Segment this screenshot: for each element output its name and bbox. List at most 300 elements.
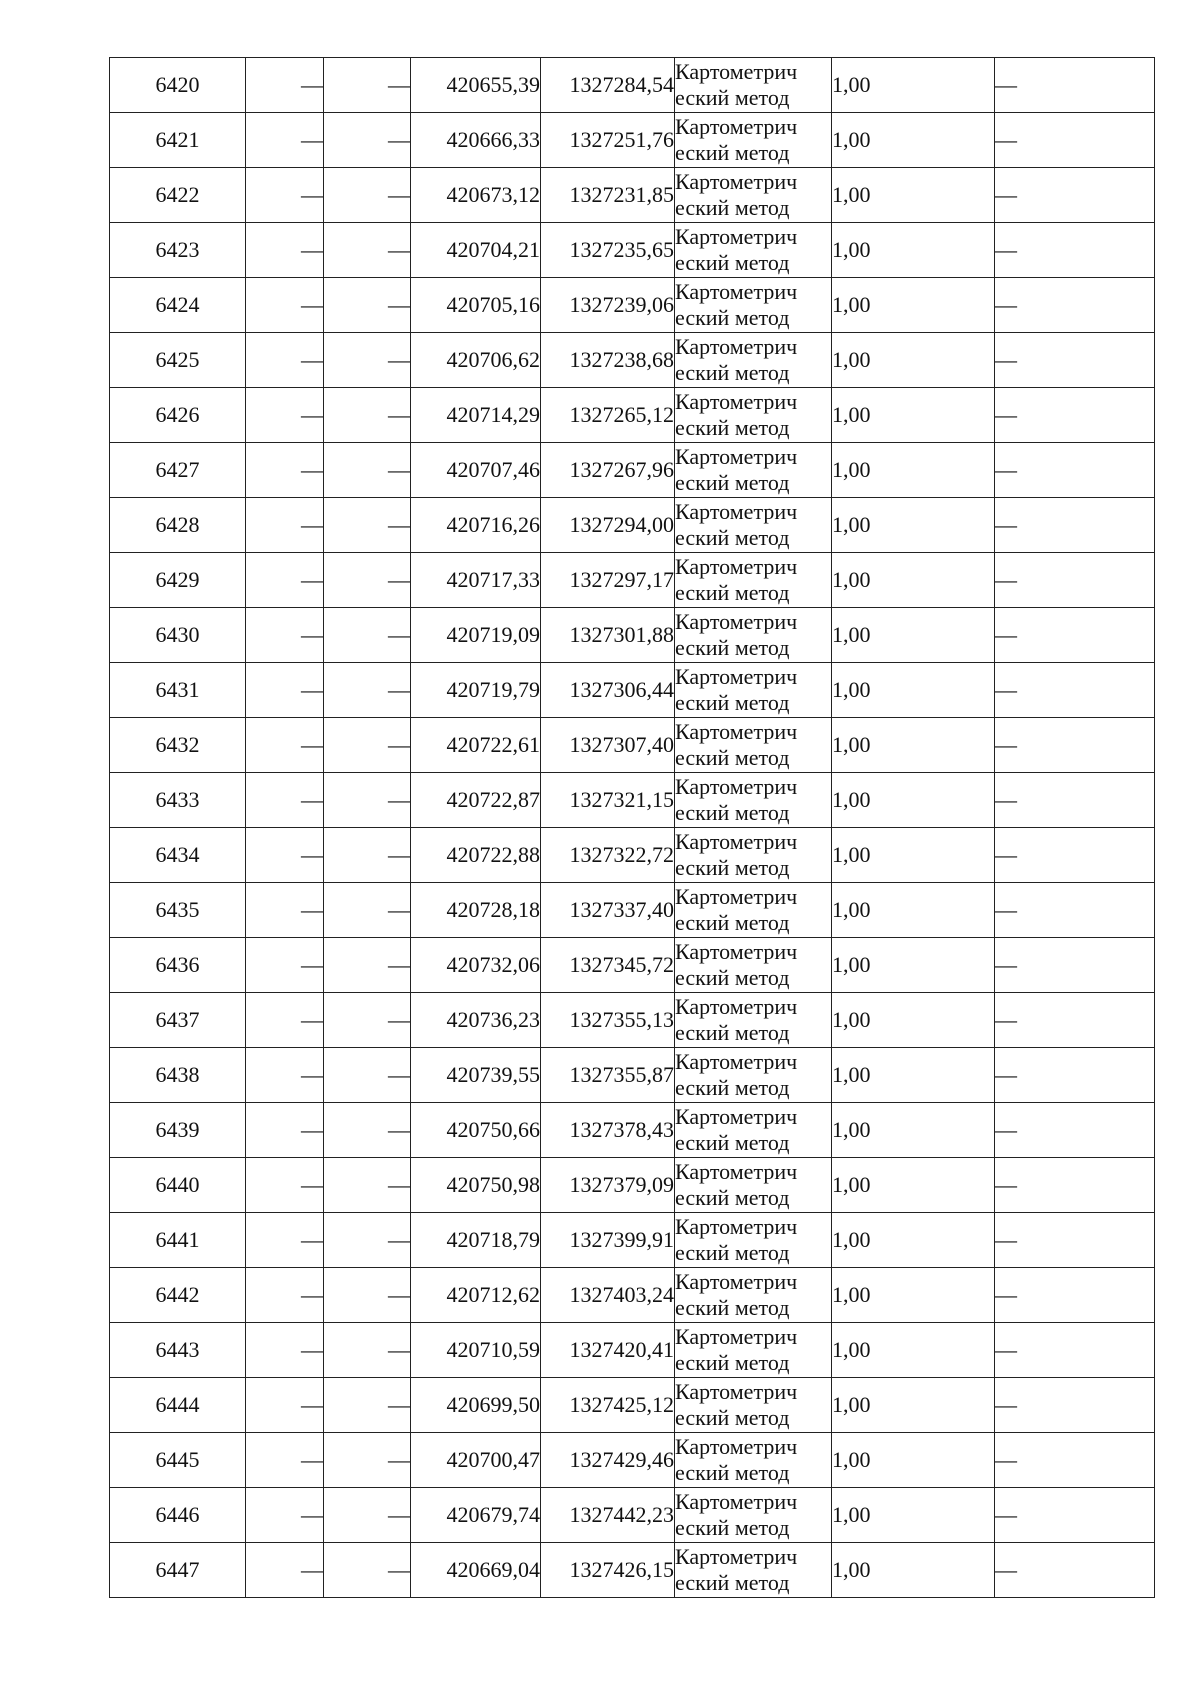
point-number: 6442 [110,1268,246,1323]
method-line-2: еский метод [675,745,790,770]
coordinate-y: 1327235,65 [541,223,675,278]
coordinate-y: 1327429,46 [541,1433,675,1488]
table-row [110,828,1155,883]
table-row [110,1158,1155,1213]
accuracy-value: 1,00 [832,58,995,113]
empty-value-dash: — [246,223,324,278]
empty-value-dash: — [246,663,324,718]
coordinate-x: 420673,12 [411,168,541,223]
method-line-1: Картометрич [675,59,798,84]
method-line-1: Картометрич [675,994,798,1019]
empty-value-dash: — [246,498,324,553]
determination-method [675,58,832,113]
empty-value-dash: — [995,113,1155,168]
empty-value-dash: — [246,1488,324,1543]
determination-method [675,1433,832,1488]
coordinate-x: 420716,26 [411,498,541,553]
coordinate-x: 420707,46 [411,443,541,498]
coordinate-x: 420712,62 [411,1268,541,1323]
coordinate-x: 420750,66 [411,1103,541,1158]
method-line-2: еский метод [675,470,790,495]
accuracy-value: 1,00 [832,718,995,773]
coordinate-x: 420719,09 [411,608,541,663]
table-row [110,1488,1155,1543]
accuracy-value: 1,00 [832,1103,995,1158]
point-number: 6422 [110,168,246,223]
determination-method [675,113,832,168]
table-row [110,168,1155,223]
table-row [110,608,1155,663]
method-line-1: Картометрич [675,1489,798,1514]
determination-method [675,993,832,1048]
empty-value-dash: — [324,278,411,333]
table-row [110,443,1155,498]
point-number: 6436 [110,938,246,993]
coordinate-x: 420704,21 [411,223,541,278]
coordinates-table [109,57,1155,1598]
accuracy-value: 1,00 [832,168,995,223]
method-line-2: еский метод [675,1020,790,1045]
empty-value-dash: — [324,993,411,1048]
point-number: 6437 [110,993,246,1048]
method-line-1: Картометрич [675,1324,798,1349]
method-line-2: еский метод [675,250,790,275]
point-number: 6426 [110,388,246,443]
accuracy-value: 1,00 [832,663,995,718]
coordinate-x: 420736,23 [411,993,541,1048]
determination-method [675,1103,832,1158]
coordinate-x: 420666,33 [411,113,541,168]
method-line-2: еский метод [675,1515,790,1540]
coordinate-x: 420722,88 [411,828,541,883]
empty-value-dash: — [324,58,411,113]
accuracy-value: 1,00 [832,1048,995,1103]
method-line-1: Картометрич [675,169,798,194]
coordinate-y: 1327321,15 [541,773,675,828]
empty-value-dash: — [995,1323,1155,1378]
empty-value-dash: — [995,608,1155,663]
coordinate-y: 1327307,40 [541,718,675,773]
empty-value-dash: — [324,1213,411,1268]
table-row [110,223,1155,278]
determination-method [675,663,832,718]
method-line-1: Картометрич [675,609,798,634]
coordinate-y: 1327284,54 [541,58,675,113]
empty-value-dash: — [995,993,1155,1048]
coordinate-x: 420717,33 [411,553,541,608]
accuracy-value: 1,00 [832,773,995,828]
empty-value-dash: — [995,718,1155,773]
method-line-1: Картометрич [675,1214,798,1239]
empty-value-dash: — [324,223,411,278]
determination-method [675,443,832,498]
empty-value-dash: — [246,993,324,1048]
method-line-2: еский метод [675,305,790,330]
determination-method [675,498,832,553]
empty-value-dash: — [995,168,1155,223]
table-row [110,1433,1155,1488]
method-line-1: Картометрич [675,664,798,689]
determination-method [675,1323,832,1378]
coordinate-x: 420700,47 [411,1433,541,1488]
empty-value-dash: — [995,1103,1155,1158]
empty-value-dash: — [995,388,1155,443]
empty-value-dash: — [995,443,1155,498]
method-line-2: еский метод [675,195,790,220]
table-row [110,1048,1155,1103]
empty-value-dash: — [995,333,1155,388]
empty-value-dash: — [246,333,324,388]
empty-value-dash: — [324,1543,411,1598]
determination-method [675,938,832,993]
coordinate-x: 420699,50 [411,1378,541,1433]
method-line-2: еский метод [675,690,790,715]
empty-value-dash: — [324,883,411,938]
empty-value-dash: — [246,1048,324,1103]
method-line-2: еский метод [675,580,790,605]
method-line-2: еский метод [675,1350,790,1375]
accuracy-value: 1,00 [832,883,995,938]
determination-method [675,1158,832,1213]
empty-value-dash: — [324,608,411,663]
method-line-1: Картометрич [675,224,798,249]
empty-value-dash: — [246,278,324,333]
table-row [110,1543,1155,1598]
coordinate-y: 1327306,44 [541,663,675,718]
point-number: 6441 [110,1213,246,1268]
coordinate-x: 420714,29 [411,388,541,443]
coordinate-y: 1327345,72 [541,938,675,993]
accuracy-value: 1,00 [832,113,995,168]
accuracy-value: 1,00 [832,388,995,443]
empty-value-dash: — [246,58,324,113]
table-row [110,388,1155,443]
empty-value-dash: — [324,1378,411,1433]
empty-value-dash: — [246,1543,324,1598]
point-number: 6439 [110,1103,246,1158]
empty-value-dash: — [246,1158,324,1213]
method-line-1: Картометрич [675,334,798,359]
method-line-1: Картометрич [675,884,798,909]
coordinate-y: 1327294,00 [541,498,675,553]
table-row [110,1378,1155,1433]
coordinate-x: 420655,39 [411,58,541,113]
empty-value-dash: — [324,1488,411,1543]
method-line-1: Картометрич [675,939,798,964]
empty-value-dash: — [246,1323,324,1378]
determination-method [675,1048,832,1103]
method-line-1: Картометрич [675,1104,798,1129]
method-line-2: еский метод [675,140,790,165]
empty-value-dash: — [324,443,411,498]
determination-method [675,1488,832,1543]
empty-value-dash: — [995,828,1155,883]
method-line-1: Картометрич [675,1049,798,1074]
table-row [110,718,1155,773]
empty-value-dash: — [995,1488,1155,1543]
method-line-2: еский метод [675,1460,790,1485]
determination-method [675,553,832,608]
empty-value-dash: — [324,773,411,828]
empty-value-dash: — [995,773,1155,828]
coordinate-y: 1327231,85 [541,168,675,223]
coordinate-y: 1327403,24 [541,1268,675,1323]
method-line-2: еский метод [675,800,790,825]
empty-value-dash: — [246,443,324,498]
accuracy-value: 1,00 [832,1158,995,1213]
method-line-1: Картометрич [675,1379,798,1404]
coordinate-y: 1327399,91 [541,1213,675,1268]
empty-value-dash: — [324,388,411,443]
accuracy-value: 1,00 [832,1488,995,1543]
point-number: 6430 [110,608,246,663]
method-line-2: еский метод [675,85,790,110]
coordinate-y: 1327297,17 [541,553,675,608]
empty-value-dash: — [246,553,324,608]
point-number: 6446 [110,1488,246,1543]
coordinate-y: 1327251,76 [541,113,675,168]
accuracy-value: 1,00 [832,1378,995,1433]
empty-value-dash: — [246,1433,324,1488]
empty-value-dash: — [995,1378,1155,1433]
method-line-2: еский метод [675,360,790,385]
method-line-1: Картометрич [675,554,798,579]
coordinate-y: 1327442,23 [541,1488,675,1543]
coordinate-y: 1327355,87 [541,1048,675,1103]
point-number: 6424 [110,278,246,333]
method-line-2: еский метод [675,1240,790,1265]
empty-value-dash: — [324,1268,411,1323]
accuracy-value: 1,00 [832,223,995,278]
coordinate-x: 420669,04 [411,1543,541,1598]
point-number: 6433 [110,773,246,828]
method-line-2: еский метод [675,1075,790,1100]
coordinate-x: 420706,62 [411,333,541,388]
empty-value-dash: — [995,1158,1155,1213]
coordinate-y: 1327426,15 [541,1543,675,1598]
empty-value-dash: — [324,718,411,773]
determination-method [675,278,832,333]
coordinate-x: 420710,59 [411,1323,541,1378]
point-number: 6427 [110,443,246,498]
coordinate-x: 420728,18 [411,883,541,938]
empty-value-dash: — [995,1213,1155,1268]
empty-value-dash: — [246,828,324,883]
method-line-2: еский метод [675,965,790,990]
accuracy-value: 1,00 [832,498,995,553]
method-line-2: еский метод [675,1295,790,1320]
coordinate-x: 420719,79 [411,663,541,718]
accuracy-value: 1,00 [832,333,995,388]
empty-value-dash: — [995,553,1155,608]
coordinate-y: 1327378,43 [541,1103,675,1158]
point-number: 6429 [110,553,246,608]
method-line-2: еский метод [675,1405,790,1430]
empty-value-dash: — [995,278,1155,333]
accuracy-value: 1,00 [832,1543,995,1598]
empty-value-dash: — [324,663,411,718]
empty-value-dash: — [246,883,324,938]
empty-value-dash: — [324,1433,411,1488]
empty-value-dash: — [995,223,1155,278]
accuracy-value: 1,00 [832,1323,995,1378]
method-line-1: Картометрич [675,1434,798,1459]
empty-value-dash: — [246,1378,324,1433]
determination-method [675,223,832,278]
method-line-2: еский метод [675,855,790,880]
coordinate-y: 1327238,68 [541,333,675,388]
determination-method [675,1268,832,1323]
coordinate-x: 420718,79 [411,1213,541,1268]
method-line-1: Картометрич [675,389,798,414]
method-line-1: Картометрич [675,1159,798,1184]
empty-value-dash: — [246,388,324,443]
table-row [110,773,1155,828]
table-row [110,1323,1155,1378]
accuracy-value: 1,00 [832,1433,995,1488]
table-row [110,883,1155,938]
accuracy-value: 1,00 [832,608,995,663]
method-line-2: еский метод [675,1185,790,1210]
empty-value-dash: — [324,498,411,553]
point-number: 6435 [110,883,246,938]
table-body [110,58,1155,1598]
point-number: 6434 [110,828,246,883]
method-line-1: Картометрич [675,444,798,469]
table-row [110,278,1155,333]
table-row [110,333,1155,388]
empty-value-dash: — [995,938,1155,993]
table-row [110,1103,1155,1158]
empty-value-dash: — [995,883,1155,938]
empty-value-dash: — [995,1433,1155,1488]
method-line-1: Картометрич [675,279,798,304]
empty-value-dash: — [324,1158,411,1213]
method-line-1: Картометрич [675,1269,798,1294]
coordinate-x: 420732,06 [411,938,541,993]
accuracy-value: 1,00 [832,1213,995,1268]
table-row [110,663,1155,718]
coordinate-x: 420722,87 [411,773,541,828]
empty-value-dash: — [246,168,324,223]
accuracy-value: 1,00 [832,993,995,1048]
accuracy-value: 1,00 [832,828,995,883]
coordinate-x: 420722,61 [411,718,541,773]
method-line-1: Картометрич [675,499,798,524]
point-number: 6428 [110,498,246,553]
method-line-2: еский метод [675,1570,790,1595]
empty-value-dash: — [324,113,411,168]
determination-method [675,1213,832,1268]
determination-method [675,828,832,883]
table-row [110,553,1155,608]
point-number: 6431 [110,663,246,718]
coordinate-y: 1327420,41 [541,1323,675,1378]
coordinate-y: 1327239,06 [541,278,675,333]
coordinate-y: 1327322,72 [541,828,675,883]
method-line-2: еский метод [675,635,790,660]
empty-value-dash: — [995,58,1155,113]
determination-method [675,718,832,773]
coordinate-x: 420679,74 [411,1488,541,1543]
empty-value-dash: — [324,553,411,608]
empty-value-dash: — [995,1543,1155,1598]
method-line-2: еский метод [675,1130,790,1155]
coordinate-x: 420705,16 [411,278,541,333]
coordinate-x: 420750,98 [411,1158,541,1213]
point-number: 6421 [110,113,246,168]
method-line-2: еский метод [675,525,790,550]
determination-method [675,773,832,828]
accuracy-value: 1,00 [832,553,995,608]
empty-value-dash: — [324,938,411,993]
empty-value-dash: — [324,1323,411,1378]
method-line-2: еский метод [675,910,790,935]
coordinate-y: 1327267,96 [541,443,675,498]
empty-value-dash: — [324,828,411,883]
point-number: 6445 [110,1433,246,1488]
accuracy-value: 1,00 [832,1268,995,1323]
table-row [110,58,1155,113]
table-row [110,993,1155,1048]
point-number: 6425 [110,333,246,388]
method-line-2: еский метод [675,415,790,440]
empty-value-dash: — [324,1103,411,1158]
coordinate-y: 1327379,09 [541,1158,675,1213]
table-row [110,1213,1155,1268]
empty-value-dash: — [324,168,411,223]
accuracy-value: 1,00 [832,443,995,498]
table-row [110,498,1155,553]
determination-method [675,608,832,663]
accuracy-value: 1,00 [832,938,995,993]
coordinate-y: 1327265,12 [541,388,675,443]
coordinate-y: 1327355,13 [541,993,675,1048]
empty-value-dash: — [324,333,411,388]
empty-value-dash: — [246,773,324,828]
empty-value-dash: — [246,938,324,993]
point-number: 6443 [110,1323,246,1378]
point-number: 6438 [110,1048,246,1103]
empty-value-dash: — [995,663,1155,718]
coordinate-x: 420739,55 [411,1048,541,1103]
empty-value-dash: — [246,1103,324,1158]
method-line-1: Картометрич [675,114,798,139]
table-row [110,113,1155,168]
point-number: 6440 [110,1158,246,1213]
empty-value-dash: — [995,1048,1155,1103]
determination-method [675,333,832,388]
determination-method [675,1378,832,1433]
accuracy-value: 1,00 [832,278,995,333]
determination-method [675,883,832,938]
empty-value-dash: — [246,113,324,168]
table-row [110,1268,1155,1323]
empty-value-dash: — [324,1048,411,1103]
method-line-1: Картометрич [675,774,798,799]
point-number: 6420 [110,58,246,113]
determination-method [675,168,832,223]
determination-method [675,388,832,443]
empty-value-dash: — [246,1213,324,1268]
empty-value-dash: — [995,498,1155,553]
method-line-1: Картометрич [675,719,798,744]
point-number: 6432 [110,718,246,773]
coordinate-y: 1327337,40 [541,883,675,938]
table-row [110,938,1155,993]
empty-value-dash: — [246,718,324,773]
method-line-1: Картометрич [675,1544,798,1569]
